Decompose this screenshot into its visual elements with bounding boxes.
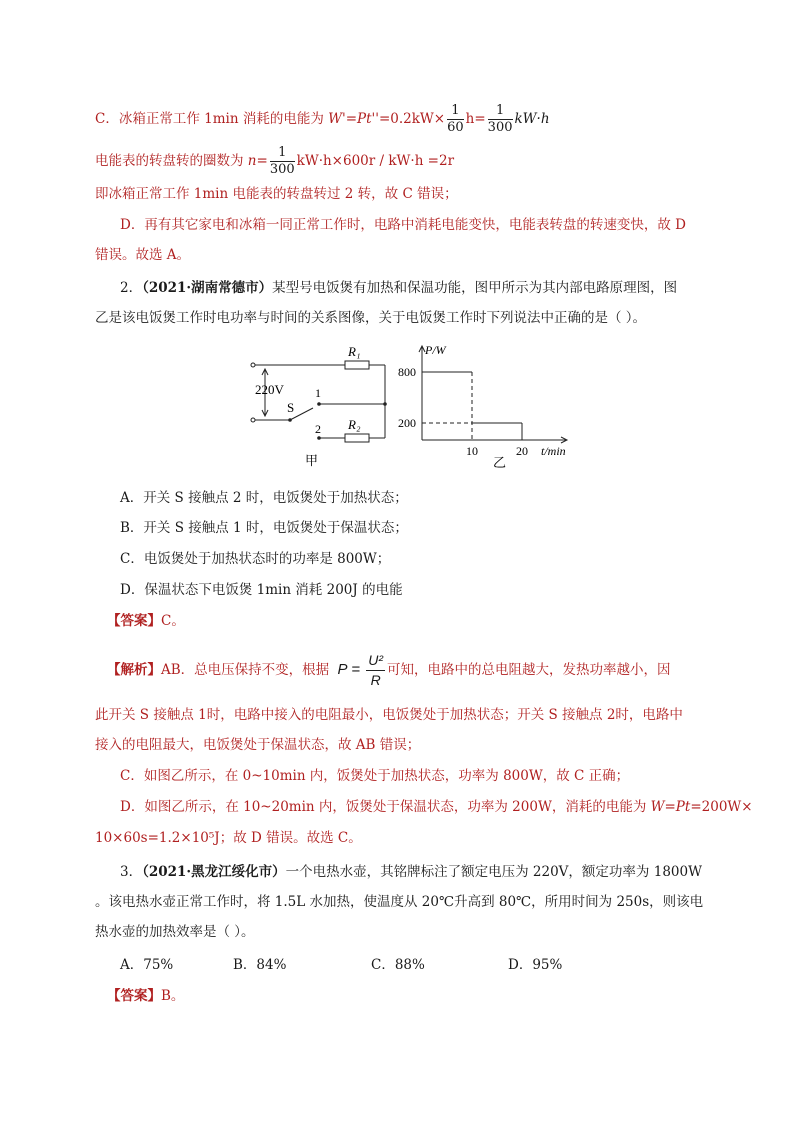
resistor-r2-label: R₂ xyxy=(348,417,361,432)
q3-answer xyxy=(107,986,184,1006)
text: 电能表的转盘转的圈数为 xyxy=(95,153,248,169)
switch-label: S xyxy=(287,400,295,415)
contact-1-label: 1 xyxy=(315,386,321,400)
q2-answer xyxy=(107,611,185,631)
solution-c-line1 xyxy=(95,104,550,135)
fraction xyxy=(447,104,464,135)
answer-value: B。 xyxy=(161,988,185,1004)
text: AB．总电压保持不变，根据 xyxy=(161,662,330,678)
formula-equals: = xyxy=(351,661,361,678)
q2-analysis-line6: 10×60s=1.2×10⁵J；故 D 错误。故选 C。 xyxy=(95,830,362,846)
denominator: 300 xyxy=(487,120,513,135)
denominator: 60 xyxy=(447,120,464,135)
text: 一个电热水壶，其铭牌标注了额定电压为 220V，额定功率为 1800W xyxy=(285,864,702,880)
q3-stem-line2: 。该电热水壶正常工作时，将 1.5L 水加热，使温度从 20℃升高到 80℃，所用时间为 250s，则该电 xyxy=(95,894,704,910)
formula-p: P xyxy=(337,661,348,678)
circuit-caption: 甲 xyxy=(305,453,319,468)
q2-analysis-line2: 此开关 S 接触点 1时，电路中接入的电阻最小，电饭煲处于加热状态；开关 S 接触点 2时，电路中 xyxy=(95,707,683,723)
answer-label: 【答案】 xyxy=(107,613,161,629)
x-tick-label: 20 xyxy=(516,444,528,458)
text: 可知，电路中的总电阻越大，发热功率越小，因 xyxy=(387,662,671,678)
circuit-diagram xyxy=(235,338,405,470)
formula-fraction xyxy=(366,652,385,689)
text: h= xyxy=(465,111,486,127)
numerator: 1 xyxy=(270,146,295,162)
text: =200W× xyxy=(690,799,753,815)
denominator: R xyxy=(370,672,381,688)
q2-option-d: D．保温状态下电饭煲 1min 消耗 200J 的电能 xyxy=(120,582,403,598)
q3-option-b: B．84% xyxy=(233,957,287,973)
q2-option-b: B．开关 S 接触点 1 时，电饭煲处于保温状态； xyxy=(120,520,408,536)
q3-option-c: C．88% xyxy=(371,957,425,973)
q2-analysis-line3: 接入的电阻最大，电饭煲处于保温状态，故 AB 错误； xyxy=(95,737,421,753)
q3-stem-line1 xyxy=(120,862,702,882)
power-time-chart xyxy=(395,338,585,470)
q2-analysis-line1 xyxy=(107,652,671,689)
solution-c-line2 xyxy=(95,146,454,177)
numerator: U² xyxy=(366,652,385,671)
resistor-r1-label: R₁ xyxy=(348,344,361,359)
text: kW·h×600r / kW·h =2r xyxy=(296,153,455,169)
formula: W=Pt xyxy=(650,799,691,815)
answer-value: C。 xyxy=(161,613,185,629)
numerator: 1 xyxy=(488,104,513,120)
q2-analysis-line4: C．如图乙所示，在 0~10min 内，饭煲处于加热状态，功率为 800W，故 C 正确； xyxy=(120,768,630,784)
q2-option-c: C．电饭煲处于加热状态时的功率是 800W； xyxy=(120,551,391,567)
denominator: 300 xyxy=(269,162,295,177)
solution-d-line2: 错误。故选 A。 xyxy=(95,247,191,263)
contact-2-label: 2 xyxy=(315,422,321,436)
voltage-label: 220V xyxy=(255,382,284,397)
text: =0.2kW× xyxy=(378,111,446,127)
variable: n= xyxy=(247,153,268,169)
text: D．如图乙所示，在 10~20min 内，饭煲处于保温状态，功率为 200W，消耗的电能为 xyxy=(120,799,651,815)
numerator: 1 xyxy=(447,104,464,120)
solution-d-line1: D．再有其它家电和冰箱一同正常工作时，电路中消耗电能变快，电能表转盘的转速变快，故 D xyxy=(120,217,686,233)
solution-c-line3: 即冰箱正常工作 1min 电能表的转盘转过 2 转，故 C 错误； xyxy=(95,186,458,202)
q2-stem-line2: 乙是该电饭煲工作时电功率与时间的关系图像，关于电饭煲工作时下列说法中正确的是（ ）。 xyxy=(95,310,647,326)
question-source: （2021·湖南常德市） xyxy=(142,280,273,296)
formula: W'=Pt'' xyxy=(328,111,379,127)
text: C．冰箱正常工作 1min 消耗的电能为 xyxy=(95,111,329,127)
question-number: 2． xyxy=(120,280,143,296)
question-number: 3． xyxy=(120,864,143,880)
unit: kW·h xyxy=(514,111,550,127)
q3-option-d: D．95% xyxy=(508,957,563,973)
x-tick-label: 10 xyxy=(466,444,478,458)
q2-option-a: A．开关 S 接触点 2 时，电饭煲处于加热状态； xyxy=(120,490,408,506)
q3-option-a: A．75% xyxy=(120,957,174,973)
y-tick-label: 200 xyxy=(398,416,416,430)
y-axis-label: P/W xyxy=(425,343,446,357)
q2-analysis-line5 xyxy=(120,797,753,817)
fraction xyxy=(488,104,513,135)
y-tick-label: 800 xyxy=(398,365,416,379)
fraction xyxy=(270,146,295,177)
question-source: （2021·黑龙江绥化市） xyxy=(142,864,286,880)
q3-stem-line3: 热水壶的加热效率是（ ）。 xyxy=(95,924,255,940)
q2-stem-line1 xyxy=(120,278,677,298)
x-axis-label: t/min xyxy=(541,444,566,458)
text: 某型号电饭煲有加热和保温功能，图甲所示为其内部电路原理图，图 xyxy=(272,280,678,296)
chart-caption: 乙 xyxy=(493,455,507,470)
analysis-label: 【解析】 xyxy=(107,662,161,678)
answer-label: 【答案】 xyxy=(107,988,161,1004)
